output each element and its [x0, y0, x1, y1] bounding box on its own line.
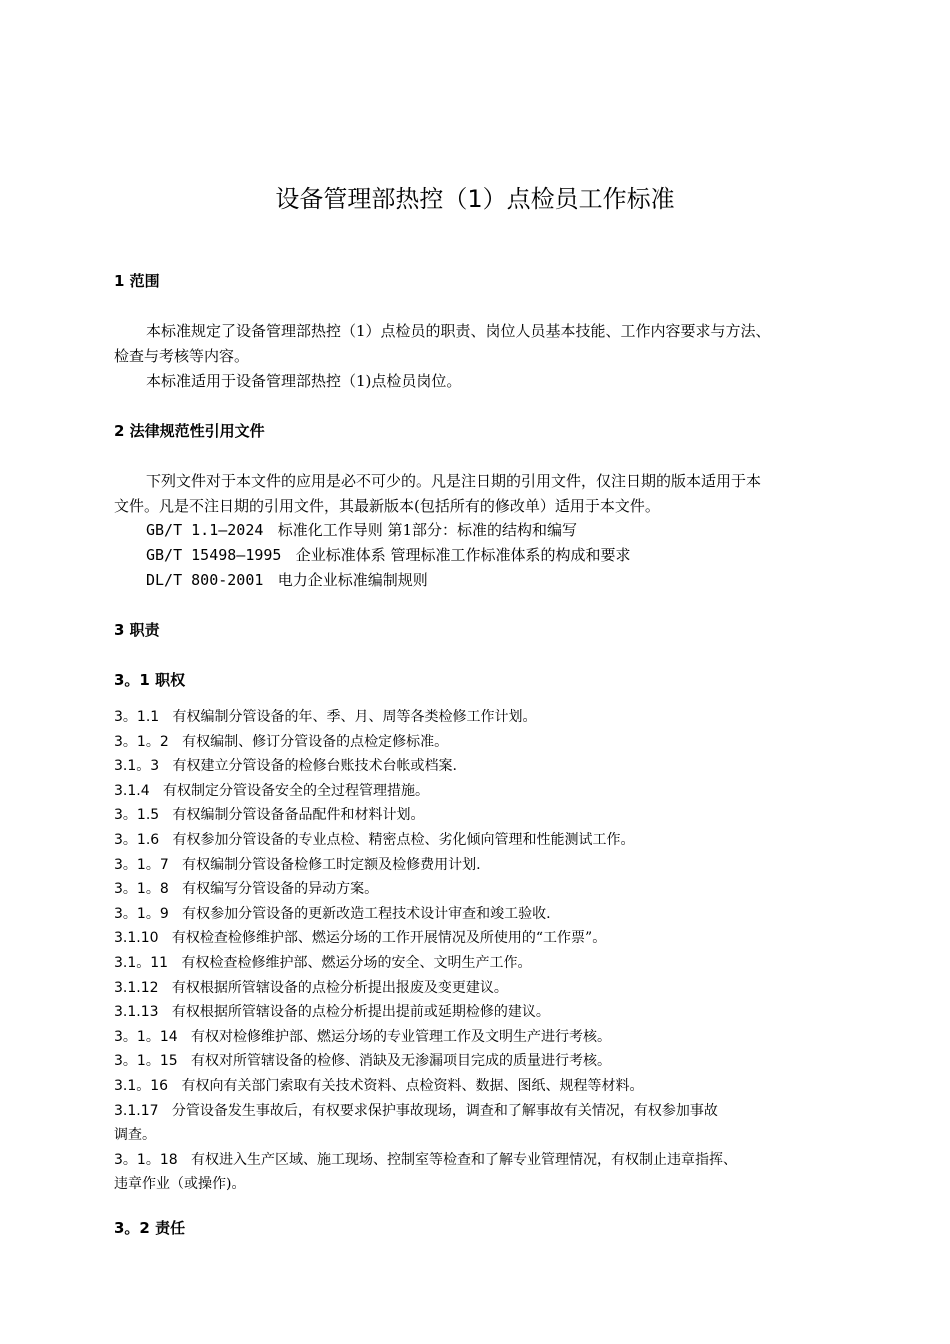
- clause-item: [114, 854, 844, 876]
- clause-text: 有权编制分管设备检修工时定额及检修费用计划.: [182, 856, 481, 873]
- clause-number: 3.1。11: [114, 955, 169, 971]
- references-paragraph-line: 下列文件对于本文件的应用是必不可少的。凡是注日期的引用文件，仅注日期的版本适用于本: [146, 472, 762, 490]
- clause-text: 有权编制、修订分管设备的点检定修标准。: [182, 733, 449, 750]
- clause-number: 3。1。9: [114, 905, 169, 922]
- clause-item: [114, 1050, 844, 1072]
- clause-text: 有权根据所管辖设备的点检分析提出提前或延期检修的建议。: [171, 1004, 550, 1021]
- section-heading-duties: 3 职责: [114, 621, 160, 639]
- clause-text: 有权对所管辖设备的检修、消缺及无渗漏项目完成的质量进行考核。: [191, 1053, 611, 1070]
- clause-number: 3。1.5: [114, 807, 160, 824]
- clause-item: [114, 878, 844, 900]
- reference-doc: [146, 544, 876, 566]
- clause-item: [114, 903, 844, 925]
- clause-number: 3。1。7: [114, 856, 169, 873]
- clause-item: [114, 804, 844, 826]
- clause-number: 3.1.13: [114, 1004, 159, 1021]
- clause-item: [114, 1075, 844, 1097]
- clause-text: 分管设备发生事故后，有权要求保护事故现场，调查和了解事故有关情况，有权参加事故: [171, 1102, 718, 1119]
- clause-item: [114, 1100, 844, 1122]
- reference-doc: [146, 519, 876, 541]
- reference-doc-code: GB/T 1.1—2024: [146, 521, 264, 539]
- clause-text: 有权参加分管设备的更新改造工程技术设计审查和竣工验收.: [182, 905, 551, 922]
- clause-number: 3.1。3: [114, 758, 160, 775]
- clause-continuation: [114, 1124, 844, 1146]
- clause-text: 有权制定分管设备安全的全过程管理措施。: [162, 782, 429, 799]
- clause-number: 3.1.10: [114, 930, 159, 947]
- subsection-heading-authority: 3。1 职权: [114, 671, 186, 689]
- scope-paragraph-line: 本标准规定了设备管理部热控（1）点检员的职责、岗位人员基本技能、工作内容要求与方法、: [146, 322, 771, 340]
- clause-text: 有权向有关部门索取有关技术资料、点检资料、数据、图纸、规程等材料。: [181, 1078, 644, 1094]
- clause-item: [114, 1026, 844, 1048]
- clause-number: 3.1.12: [114, 979, 159, 996]
- clause-text: 有权建立分管设备的检修台账技术台帐或档案.: [172, 758, 457, 775]
- section-heading-references: 2 法律规范性引用文件: [114, 422, 265, 440]
- clause-number: 3。1。2: [114, 733, 169, 750]
- clause-number: 3.1。16: [114, 1078, 169, 1094]
- clause-text: 有权检查检修维护部、燃运分场的安全、文明生产工作。: [181, 955, 532, 971]
- references-paragraph-line: 文件。凡是不注日期的引用文件，其最新版本(包括所有的修改单）适用于本文件。: [114, 497, 660, 515]
- clause-text: 有权检查检修维护部、燃运分场的工作开展情况及所使用的“工作票”。: [171, 930, 607, 947]
- clause-text: 有权对检修维护部、燃运分场的专业管理工作及文明生产进行考核。: [191, 1028, 611, 1045]
- clause-number: 3。1.1: [114, 709, 160, 725]
- clause-number: 3.1.4: [114, 782, 150, 799]
- clause-item: [114, 952, 844, 974]
- reference-doc-name: 企业标准体系 管理标准工作标准体系的构成和要求: [295, 546, 631, 564]
- clause-item: [114, 780, 844, 802]
- section-heading-scope: 1 范围: [114, 272, 160, 290]
- clause-item: [114, 706, 844, 728]
- reference-doc-code: GB/T 15498—1995: [146, 546, 282, 564]
- reference-doc: [146, 569, 876, 591]
- clause-item: [114, 829, 844, 851]
- clause-text: 有权根据所管辖设备的点检分析提出报废及变更建议。: [171, 979, 508, 996]
- clause-text: 有权编写分管设备的异动方案。: [182, 881, 379, 898]
- clause-item: [114, 1001, 844, 1023]
- reference-doc-name: 标准化工作导则 第1部分：标准的结构和编写: [277, 521, 578, 539]
- clause-text: 有权编制分管设备的年、季、月、周等各类检修工作计划。: [172, 709, 537, 725]
- reference-doc-code: DL/T 800-2001: [146, 571, 264, 589]
- clause-number: 3。1.6: [114, 832, 160, 848]
- reference-doc-name: 电力企业标准编制规则: [277, 571, 428, 589]
- page-title: 设备管理部热控（1）点检员工作标准: [275, 185, 675, 213]
- clause-text: 有权参加分管设备的专业点检、精密点检、劣化倾向管理和性能测试工作。: [172, 832, 635, 848]
- clause-item: [114, 977, 844, 999]
- clause-number: 3.1.17: [114, 1102, 159, 1119]
- clause-text: 违章作业（或操作)。: [114, 1176, 246, 1193]
- clause-text: 有权编制分管设备备品配件和材料计划。: [172, 807, 425, 824]
- clause-item: [114, 731, 844, 753]
- clause-text: 有权进入生产区域、施工现场、控制室等检查和了解专业管理情况，有权制止违章指挥、: [191, 1151, 737, 1168]
- clause-number: 3。1。15: [114, 1053, 178, 1070]
- clause-number: 3。1。8: [114, 881, 169, 898]
- subsection-heading-responsibility: 3。2 责任: [114, 1219, 186, 1237]
- clause-continuation: [114, 1173, 844, 1195]
- clause-item: [114, 1149, 844, 1171]
- clause-number: 3。1。14: [114, 1028, 178, 1045]
- scope-applicability: 本标准适用于设备管理部热控（1)点检员岗位。: [146, 372, 462, 390]
- clause-number: 3。1。18: [114, 1151, 178, 1168]
- clause-item: [114, 927, 844, 949]
- scope-paragraph-line: 检查与考核等内容。: [114, 347, 250, 365]
- clause-text: 调查。: [114, 1127, 156, 1144]
- clause-item: [114, 755, 844, 777]
